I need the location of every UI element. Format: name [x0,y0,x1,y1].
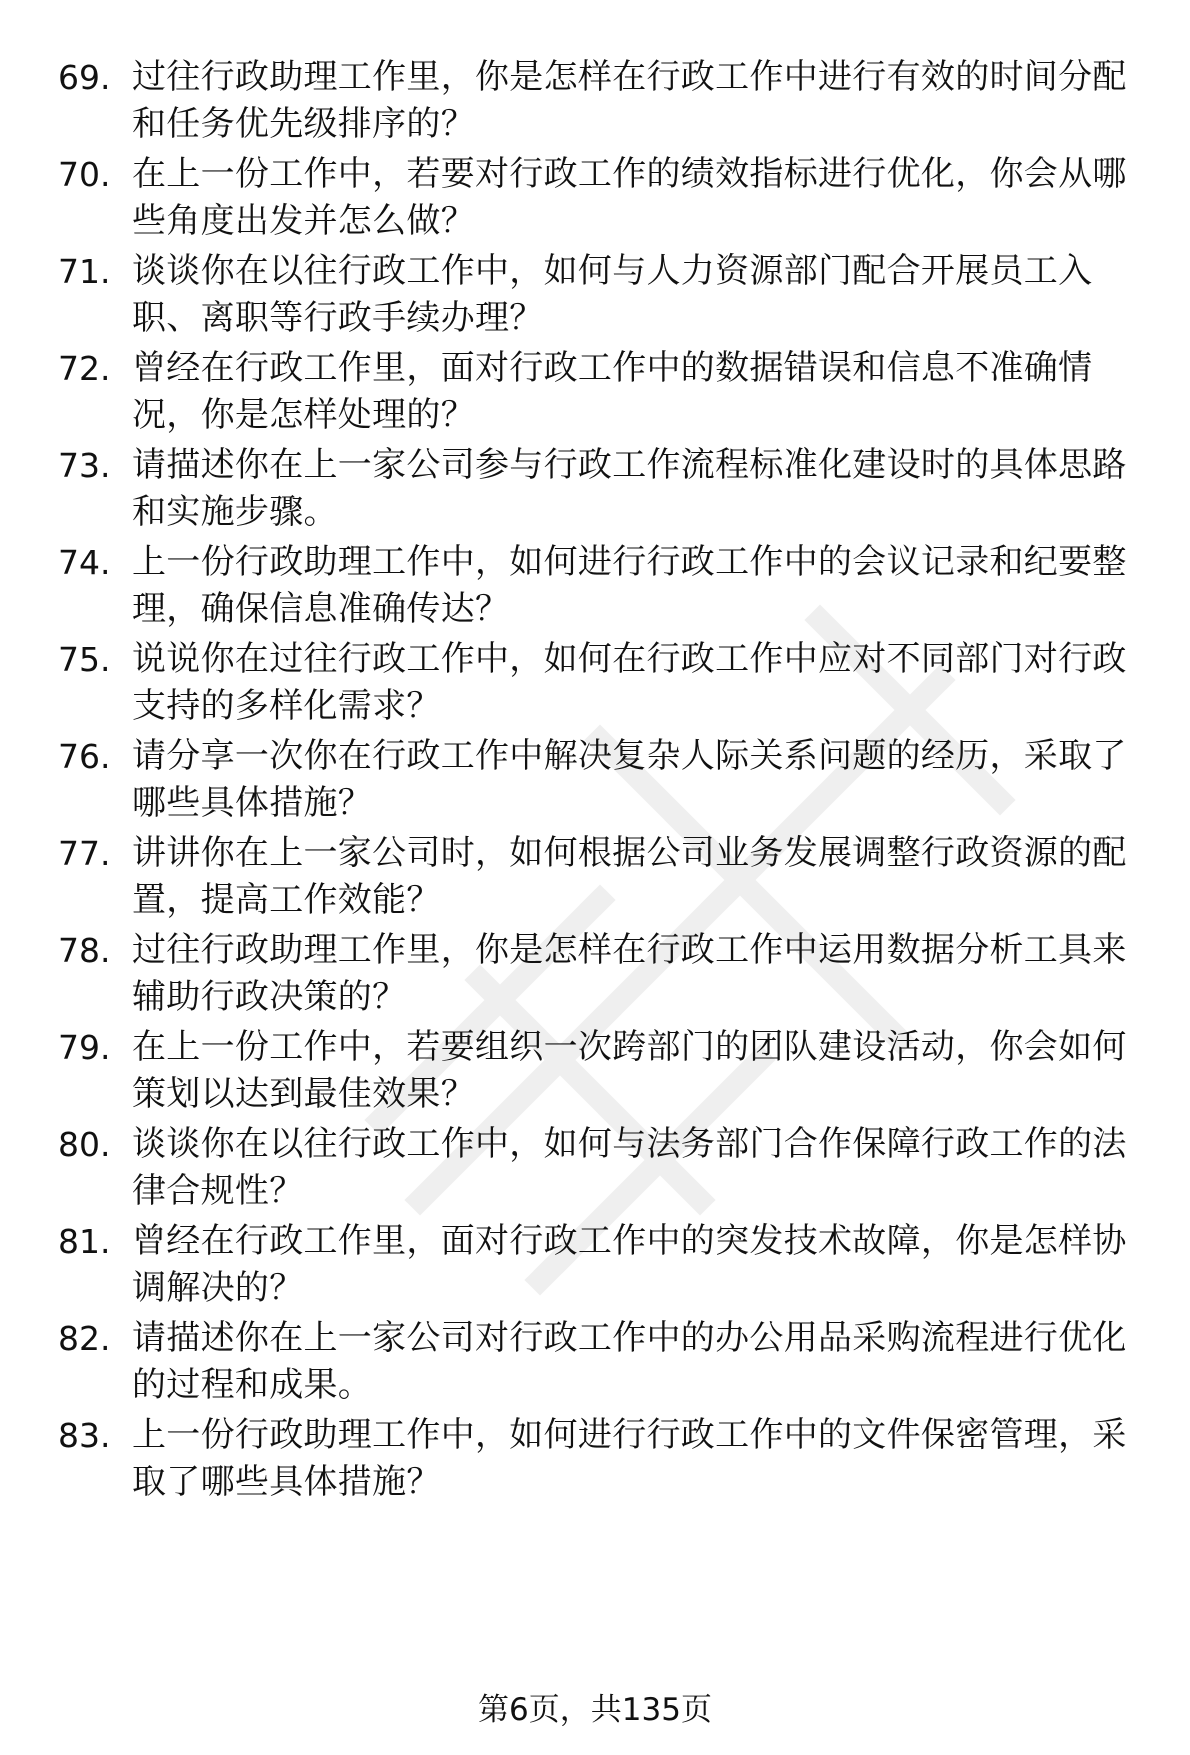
question-text: 讲讲你在上一家公司时，如何根据公司业务发展调整行政资源的配置，提高工作效能？ [132,833,1127,920]
question-text: 请描述你在上一家公司参与行政工作流程标准化建设时的具体思路和实施步骤。 [132,445,1127,532]
question-number: 79. [58,1028,111,1067]
list-item [58,442,1148,539]
question-number: 82. [58,1319,111,1358]
question-text: 上一份行政助理工作中，如何进行行政工作中的会议记录和纪要整理，确保信息准确传达？ [132,542,1127,629]
question-number: 71. [58,252,111,291]
question-text: 谈谈你在以往行政工作中，如何与法务部门合作保障行政工作的法律合规性？ [132,1124,1127,1211]
question-number: 70. [58,155,111,194]
question-number: 74. [58,543,111,582]
question-text: 过往行政助理工作里，你是怎样在行政工作中进行有效的时间分配和任务优先级排序的？ [132,57,1127,144]
question-text: 谈谈你在以往行政工作中，如何与人力资源部门配合开展员工入职、离职等行政手续办理？ [132,251,1093,338]
list-item [58,636,1148,733]
list-item [58,1315,1148,1412]
list-item [58,1218,1148,1315]
question-text: 曾经在行政工作里，面对行政工作中的数据错误和信息不准确情况，你是怎样处理的？ [132,348,1093,435]
question-text: 请描述你在上一家公司对行政工作中的办公用品采购流程进行优化的过程和成果。 [132,1318,1127,1405]
question-number: 72. [58,349,111,388]
list-item [58,248,1148,345]
question-number: 77. [58,834,111,873]
list-item [58,733,1148,830]
page-footer: 第6页，共135页 [478,1692,712,1728]
list-item [58,345,1148,442]
list-item [58,151,1148,248]
question-text: 过往行政助理工作里，你是怎样在行政工作中运用数据分析工具来辅助行政决策的？ [132,930,1127,1017]
question-text: 说说你在过往行政工作中，如何在行政工作中应对不同部门对行政支持的多样化需求？ [132,639,1127,726]
question-number: 81. [58,1222,111,1261]
list-item [58,539,1148,636]
question-number: 69. [58,58,111,97]
question-text: 上一份行政助理工作中，如何进行行政工作中的文件保密管理，采取了哪些具体措施？ [132,1415,1127,1502]
question-number: 78. [58,931,111,970]
question-number: 75. [58,640,111,679]
list-item [58,927,1148,1024]
question-text: 在上一份工作中，若要对行政工作的绩效指标进行优化，你会从哪些角度出发并怎么做？ [132,154,1127,241]
question-number: 80. [58,1125,111,1164]
question-number: 76. [58,737,111,776]
question-number: 73. [58,446,111,485]
list-item [58,830,1148,927]
question-text: 曾经在行政工作里，面对行政工作中的突发技术故障，你是怎样协调解决的？ [132,1221,1127,1308]
question-text: 在上一份工作中，若要组织一次跨部门的团队建设活动，你会如何策划以达到最佳效果？ [132,1027,1127,1114]
list-item [58,1024,1148,1121]
list-item [58,1121,1148,1218]
question-list [58,54,1148,1509]
question-text: 请分享一次你在行政工作中解决复杂人际关系问题的经历，采取了哪些具体措施？ [132,736,1127,823]
question-number: 83. [58,1416,111,1455]
list-item [58,1412,1148,1509]
list-item [58,54,1148,151]
